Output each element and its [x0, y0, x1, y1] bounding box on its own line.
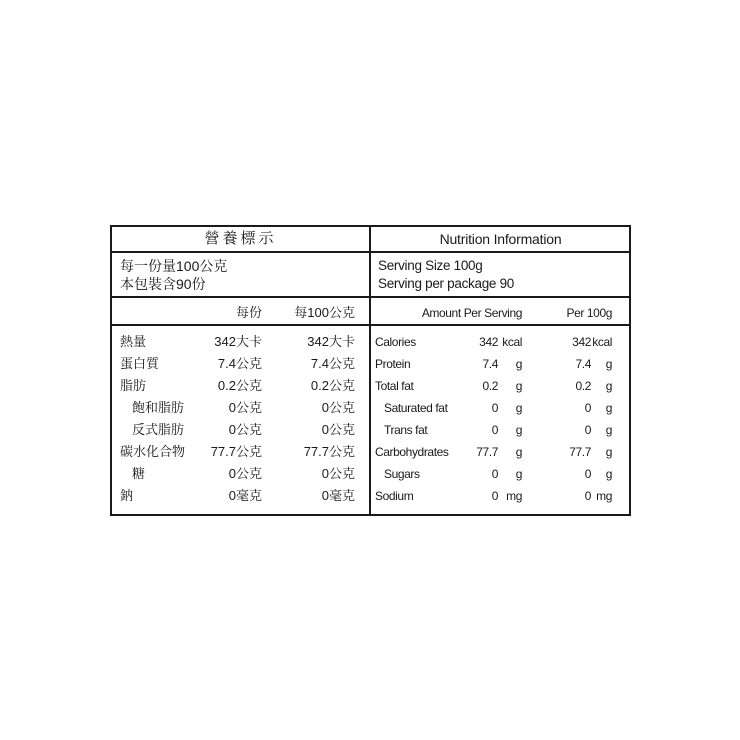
en-col-per-serving: Amount Per Serving	[421, 306, 522, 320]
per-serving-value: 0	[491, 467, 498, 481]
per-100g-unit: g	[605, 357, 612, 371]
per-serving-value: 0.2公克	[217, 378, 262, 393]
serving-divider	[112, 296, 629, 298]
nutrition-label	[110, 225, 631, 516]
en-row-total-fat	[371, 375, 627, 397]
per-100g-unit: g	[605, 423, 612, 437]
per-100g-value: 0公克	[321, 466, 355, 481]
per-serving-unit: g	[515, 401, 522, 415]
per-100g-value: 0	[584, 489, 591, 503]
en-col-per-100g: Per 100g	[566, 306, 612, 320]
nutrient-label: 飽和脂肪	[132, 400, 185, 415]
per-100g-unit: g	[605, 401, 612, 415]
en-column-header-row	[371, 302, 627, 324]
per-serving-value: 77.7	[476, 445, 498, 459]
en-row-calories	[371, 331, 627, 353]
chinese-title: 營養標示	[204, 230, 277, 247]
zh-row-sodium	[112, 485, 369, 507]
per-100g-value: 0	[584, 467, 591, 481]
per-serving-value: 77.7公克	[210, 444, 262, 459]
per-100g-value: 0.2	[575, 379, 591, 393]
per-100g-unit: g	[605, 379, 612, 393]
per-100g-value: 0	[584, 401, 591, 415]
per-serving-value: 7.4	[482, 357, 498, 371]
en-row-protein	[371, 353, 627, 375]
nutrient-label: 脂肪	[120, 378, 147, 393]
per-100g-unit: kcal	[592, 335, 612, 349]
en-row-trans-fat	[371, 419, 627, 441]
english-serving-size: Serving Size 100g	[378, 258, 483, 273]
english-title: Nutrition Information	[439, 231, 562, 247]
en-row-sugars	[371, 463, 627, 485]
per-serving-unit: g	[515, 467, 522, 481]
per-serving-value: 0公克	[228, 400, 262, 415]
nutrient-label: Total fat	[375, 379, 414, 393]
zh-col-per-serving: 每份	[235, 305, 262, 320]
nutrient-label: 反式脂肪	[132, 422, 185, 437]
per-serving-unit: g	[515, 379, 522, 393]
nutrient-label: Calories	[375, 335, 416, 349]
title-divider	[112, 251, 629, 253]
per-serving-unit: g	[515, 423, 522, 437]
en-row-saturated-fat	[371, 397, 627, 419]
per-100g-value: 0公克	[321, 422, 355, 437]
nutrient-label: Sugars	[384, 467, 420, 481]
per-serving-value: 0.2	[482, 379, 498, 393]
zh-row-saturated-fat	[112, 397, 369, 419]
zh-row-carbohydrates	[112, 441, 369, 463]
per-serving-value: 0公克	[228, 422, 262, 437]
per-100g-value: 0	[584, 423, 591, 437]
per-serving-value: 7.4公克	[217, 356, 262, 371]
per-100g-value: 77.7公克	[303, 444, 355, 459]
per-serving-value: 0	[491, 489, 498, 503]
per-serving-value: 0公克	[228, 466, 262, 481]
chinese-serving-size: 每一份量100公克	[120, 258, 228, 274]
per-serving-value: 0	[491, 401, 498, 415]
zh-row-trans-fat	[112, 419, 369, 441]
nutrient-label: Protein	[375, 357, 411, 371]
zh-row-total-fat	[112, 375, 369, 397]
nutrient-label: 蛋白質	[120, 356, 160, 371]
per-100g-value: 0毫克	[321, 488, 355, 503]
chinese-servings-per-package: 本包裝含90份	[120, 276, 206, 292]
en-row-sodium	[371, 485, 627, 507]
per-serving-unit: mg	[506, 489, 522, 503]
per-100g-value: 342大卡	[307, 334, 355, 349]
nutrient-label: 熱量	[120, 334, 147, 349]
per-100g-value: 7.4公克	[310, 356, 355, 371]
per-100g-unit: mg	[596, 489, 612, 503]
per-100g-value: 77.7	[569, 445, 591, 459]
column-header-divider	[112, 324, 629, 326]
per-serving-unit: g	[515, 357, 522, 371]
nutrient-label: Carbohydrates	[375, 445, 449, 459]
nutrient-label: 糖	[132, 466, 146, 481]
zh-row-protein	[112, 353, 369, 375]
nutrient-label: 鈉	[120, 488, 134, 503]
per-serving-value: 0毫克	[228, 488, 262, 503]
per-serving-unit: g	[515, 445, 522, 459]
en-row-carbohydrates	[371, 441, 627, 463]
zh-col-per-100g: 每100公克	[294, 305, 355, 320]
per-serving-value: 342	[479, 335, 498, 349]
per-100g-value: 342	[572, 335, 591, 349]
zh-row-sugars	[112, 463, 369, 485]
per-100g-value: 0.2公克	[310, 378, 355, 393]
nutrient-label: Sodium	[375, 489, 414, 503]
per-serving-value: 342大卡	[214, 334, 262, 349]
per-serving-value: 0	[491, 423, 498, 437]
per-serving-unit: kcal	[502, 335, 522, 349]
english-servings-per-package: Serving per package 90	[378, 276, 514, 291]
nutrient-label: Trans fat	[384, 423, 428, 437]
per-100g-unit: g	[605, 467, 612, 481]
zh-row-calories	[112, 331, 369, 353]
per-100g-unit: g	[605, 445, 612, 459]
nutrient-label: 碳水化合物	[120, 444, 186, 459]
zh-column-header-row	[112, 302, 369, 324]
nutrient-label: Saturated fat	[384, 401, 448, 415]
per-100g-value: 0公克	[321, 400, 355, 415]
per-100g-value: 7.4	[575, 357, 591, 371]
